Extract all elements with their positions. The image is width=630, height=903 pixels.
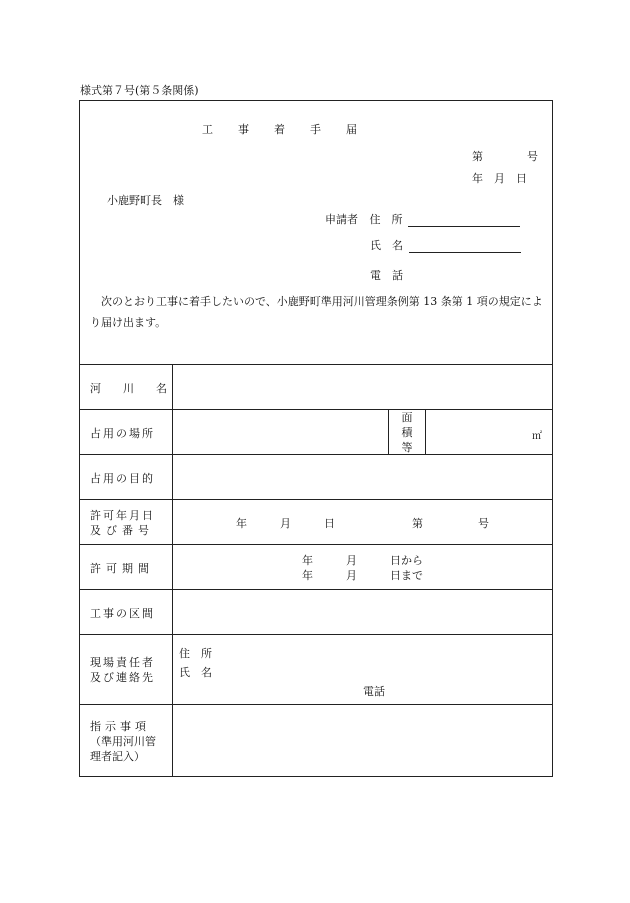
permit-period-field[interactable] — [173, 545, 552, 590]
instructions-label — [80, 705, 173, 777]
work-section-field[interactable] — [173, 590, 552, 635]
applicant-address — [325, 211, 520, 227]
permit-date-label-line1: 許可年月日 — [90, 508, 155, 522]
river-name-label: 河 川 名 — [80, 365, 173, 410]
applicant-label: 申請者 — [325, 213, 358, 226]
area-char-2: 積 — [401, 426, 413, 439]
address-label: 住 所 — [369, 213, 403, 226]
area-unit: ㎡ — [532, 431, 542, 442]
site-manager-name: 氏 名 — [179, 666, 212, 679]
occupancy-place-label: 占用の場所 — [80, 410, 173, 455]
instructions-label-line3: 理者記入） — [90, 749, 145, 763]
instructions-label-line1: 指示事項 — [90, 719, 150, 733]
row-permit-period — [80, 544, 552, 590]
instructions-field[interactable] — [173, 705, 552, 777]
work-section-label: 工事の区間 — [80, 590, 173, 635]
applicant-phone: 電 話 — [370, 269, 403, 282]
site-manager-phone: 電話 — [363, 685, 385, 698]
permit-period-label: 許可期間 — [80, 545, 173, 590]
document-number: 第 号 — [472, 150, 538, 163]
applicant-address-field[interactable] — [408, 215, 520, 227]
row-permit-date — [80, 499, 552, 545]
site-manager-address: 住 所 — [179, 647, 212, 660]
permit-period-to: 年 月 日まで — [302, 568, 423, 582]
applicant-name — [370, 237, 521, 253]
permit-period-from: 年 月 日から — [302, 553, 423, 567]
permit-date-label-line2: 及び番号 — [90, 523, 154, 537]
row-work-section — [80, 589, 552, 635]
addressee: 小鹿野町長 様 — [107, 194, 184, 207]
row-site-manager — [80, 634, 552, 705]
form-frame — [79, 100, 553, 777]
site-manager-label-line2: 及び連絡先 — [90, 671, 155, 684]
name-label: 氏 名 — [370, 239, 403, 252]
permit-date-field[interactable]: 年 月 日 第 号 — [236, 516, 489, 530]
permit-date-label — [80, 500, 173, 545]
instructions-label-line2: （準用河川管 — [90, 734, 156, 748]
declaration-text: 次のとおり工事に着手したいので、小鹿野町準用河川管理条例第 13 条第 1 項の規定により届け出ます。 — [90, 295, 543, 329]
document-date: 年 月 日 — [472, 172, 527, 185]
area-char-1: 面 — [401, 411, 413, 424]
form-number-label: 様式第７号(第５条関係) — [80, 84, 199, 97]
occupancy-place-field[interactable] — [173, 410, 552, 455]
river-name-field[interactable] — [173, 365, 552, 410]
row-occupancy-purpose — [80, 454, 552, 500]
occupancy-purpose-label: 占用の目的 — [80, 455, 173, 500]
row-instructions — [80, 704, 552, 777]
row-river-name — [80, 364, 552, 410]
area-label — [388, 410, 426, 455]
site-manager-label — [80, 635, 173, 705]
form-title: 工 事 着 手 届 — [202, 123, 358, 136]
row-occupancy-place — [80, 409, 552, 455]
area-char-3: 等 — [401, 441, 413, 454]
applicant-name-field[interactable] — [409, 241, 521, 253]
site-manager-label-line1: 現場責任者 — [90, 656, 155, 669]
site-manager-field[interactable] — [173, 635, 552, 705]
occupancy-purpose-field[interactable] — [173, 455, 552, 500]
